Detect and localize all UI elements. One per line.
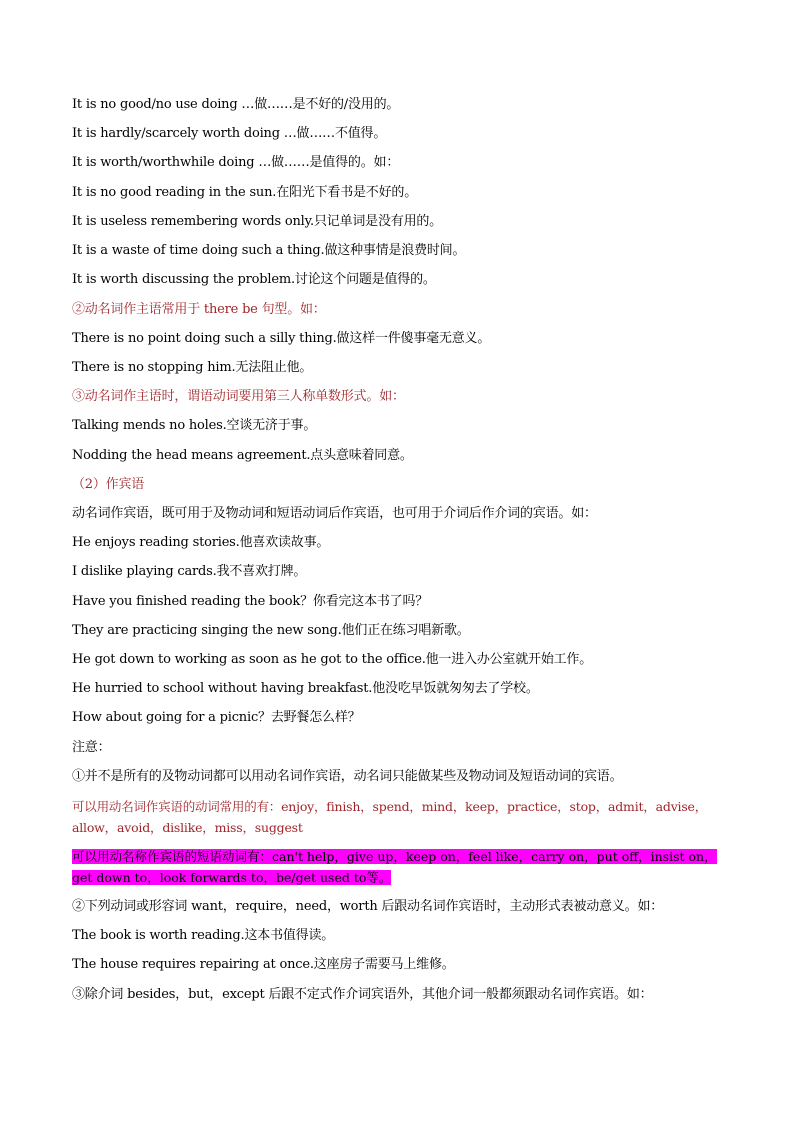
rule-heading: ③动名词作主语时，谓语动词要用第三人称单数形式。如： — [72, 389, 405, 404]
text-line: He hurried to school without having breakfast.他没吃早饭就匆匆去了学校。 — [72, 681, 539, 696]
text-line: Have you finished reading the book？你看完这本书了吗？ — [72, 594, 429, 609]
highlight-text: 可以用动名称作宾语的短语动词有：can't help，give up，keep on，feel like，carry on，put off，insist on，get down to，look forwards to，be/get used to等。 — [72, 849, 717, 885]
text-line: It is a waste of time doing such a thing.做这种事情是浪费时间。 — [72, 243, 466, 258]
section-heading: （2）作宾语 — [72, 477, 145, 492]
text-line: It is worth/worthwhile doing …做……是值得的。如： — [72, 155, 400, 170]
text-line: 动名词作宾语，既可用于及物动词和短语动词后作宾语，也可用于介词后作介词的宾语。如： — [72, 506, 597, 521]
text-line: The house requires repairing at once.这座房子需要马上维修。 — [72, 957, 455, 972]
text-line: It is hardly/scarcely worth doing …做……不值得。 — [72, 126, 387, 141]
text-line: It is no good/no use doing …做……是不好的/没用的。 — [72, 97, 400, 112]
text-line: It is worth discussing the problem.讨论这个问题是值得的。 — [72, 272, 436, 287]
text-line: I dislike playing cards.我不喜欢打牌。 — [72, 564, 307, 579]
note-label: 注意： — [72, 740, 111, 755]
text-line: It is no good reading in the sun.在阳光下看书是不好的。 — [72, 185, 418, 200]
highlighted-phrase-list — [72, 846, 726, 888]
text-line: Talking mends no holes.空谈无济于事。 — [72, 418, 317, 433]
text-line: How about going for a picnic？去野餐怎么样？ — [72, 710, 361, 725]
text-line: It is useless remembering words only.只记单词是没有用的。 — [72, 214, 442, 229]
text-line: ①并不是所有的及物动词都可以用动名词作宾语，动名词只能做某些及物动词及短语动词的宾语。 — [72, 769, 623, 784]
text-line: He got down to working as soon as he got to the office.他一进入办公室就开始工作。 — [72, 652, 593, 667]
text-line: They are practicing singing the new song.他们正在练习唱新歌。 — [72, 623, 470, 638]
text-line: ②下列动词或形容词 want，require，need，worth 后跟动名词作宾语时，主动形式表被动意义。如： — [72, 899, 664, 914]
text-line: The book is worth reading.这本书值得读。 — [72, 928, 335, 943]
text-line: Nodding the head means agreement.点头意味着同意。 — [72, 448, 413, 463]
text-line: ③除介词 besides，but，except 后跟不定式作介词宾语外，其他介词一般都须跟动名词作宾语。如： — [72, 987, 653, 1002]
rule-heading: ②动名词作主语常用于 there be 句型。如： — [72, 302, 326, 317]
verb-list: 可以用动名词作宾语的动词常用的有：enjoy，finish，spend，mind，keep，practice，stop，admit，advise，allow，avoid，dislike，miss，suggest — [72, 799, 708, 835]
text-line: He enjoys reading stories.他喜欢读故事。 — [72, 535, 330, 550]
text-line: There is no stopping him.无法阻止他。 — [72, 360, 313, 375]
text-line: There is no point doing such a silly thing.做这样一件傻事毫无意义。 — [72, 331, 491, 346]
